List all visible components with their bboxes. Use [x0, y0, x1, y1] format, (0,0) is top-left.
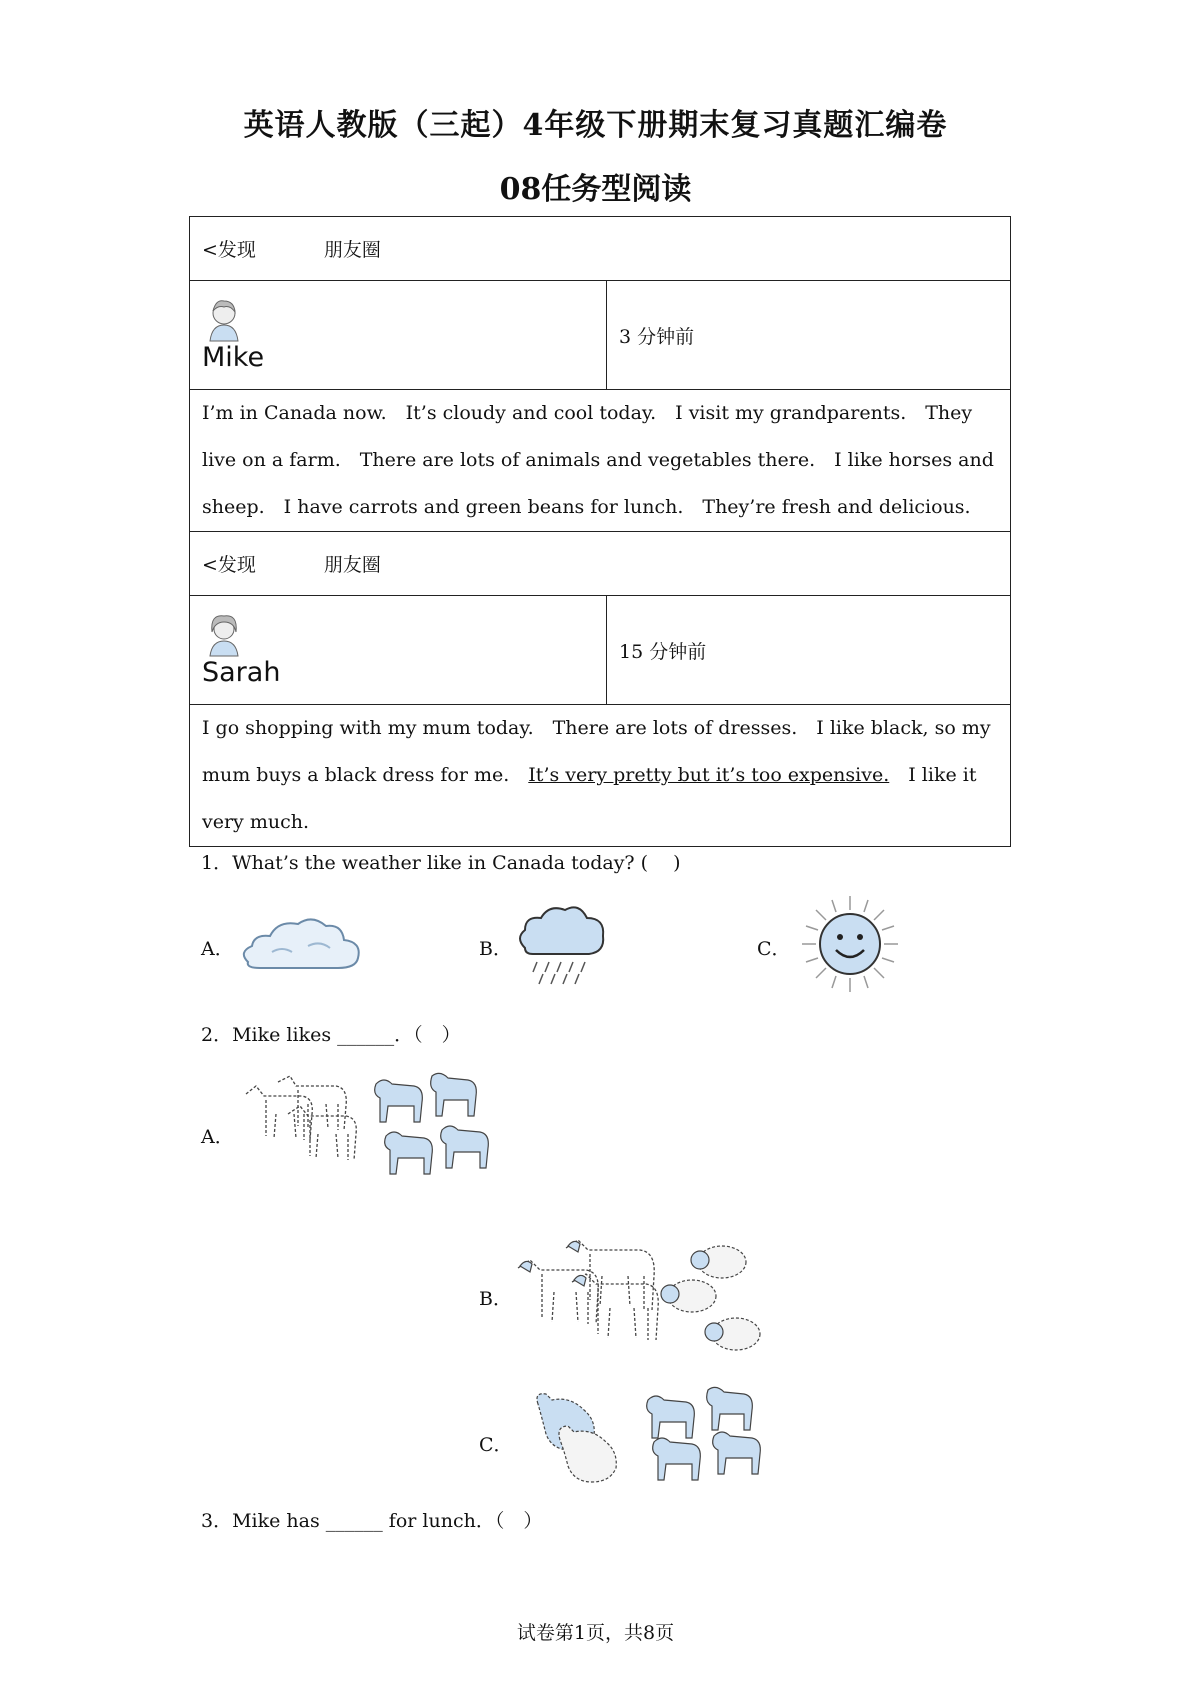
cloud-icon — [238, 912, 368, 974]
user-name: Sarah — [202, 657, 281, 688]
option-label: B． — [479, 938, 512, 960]
page-title: 英语人教版（三起）4年级下册期末复习真题汇编卷 — [243, 108, 948, 143]
moments-header — [190, 217, 1011, 281]
horses-and-cows-image — [238, 1074, 500, 1196]
discover-back-link: <发现 — [202, 554, 256, 576]
sun-icon — [800, 894, 900, 994]
page-footer: 试卷第1页，共8页 — [516, 1622, 675, 1644]
post-text: I go shopping with my mum today. There are lots of dresses. I like black, so my mum buys a black dress for me. It’s very pretty but it’s too expensive. I like it very much. — [190, 705, 1011, 847]
hens-and-cows-image — [530, 1386, 780, 1490]
moments-label: 朋友圈 — [323, 239, 381, 261]
option-label: A． — [201, 938, 234, 960]
horses-and-sheep-image — [516, 1240, 774, 1364]
option-label: A． — [201, 1126, 234, 1148]
option-label: B． — [479, 1288, 512, 1310]
post-time: 15 分钟前 — [607, 596, 1011, 705]
user-cell — [190, 281, 607, 390]
rain-cloud-icon — [515, 904, 607, 988]
moments-table — [189, 216, 1011, 847]
question-3: 3．Mike has ______ for lunch．（ ） — [201, 1510, 543, 1532]
post-text: I’m in Canada now. It’s cloudy and cool today. I visit my grandparents. They live on a farm. There are lots of animals and vegetables there. I like horses and sheep. I have carrots and green beans for lunch. They’re fresh and delicious. — [190, 390, 1011, 532]
page-subtitle: 08任务型阅读 — [499, 172, 692, 207]
avatar — [202, 612, 246, 656]
moments-header — [190, 532, 1011, 596]
underlined-sentence: It’s very pretty but it’s too expensive. — [528, 764, 890, 786]
discover-back-link: <发现 — [202, 239, 256, 261]
user-name: Mike — [202, 342, 265, 373]
user-cell — [190, 596, 607, 705]
option-label: C． — [479, 1434, 513, 1456]
question-2: 2．Mike likes ______．（ ） — [201, 1024, 461, 1046]
avatar — [202, 297, 246, 341]
option-label: C． — [757, 938, 791, 960]
question-1: 1．What’s the weather like in Canada today? ( ) — [201, 852, 681, 874]
post-time: 3 分钟前 — [607, 281, 1011, 390]
moments-label: 朋友圈 — [323, 554, 381, 576]
